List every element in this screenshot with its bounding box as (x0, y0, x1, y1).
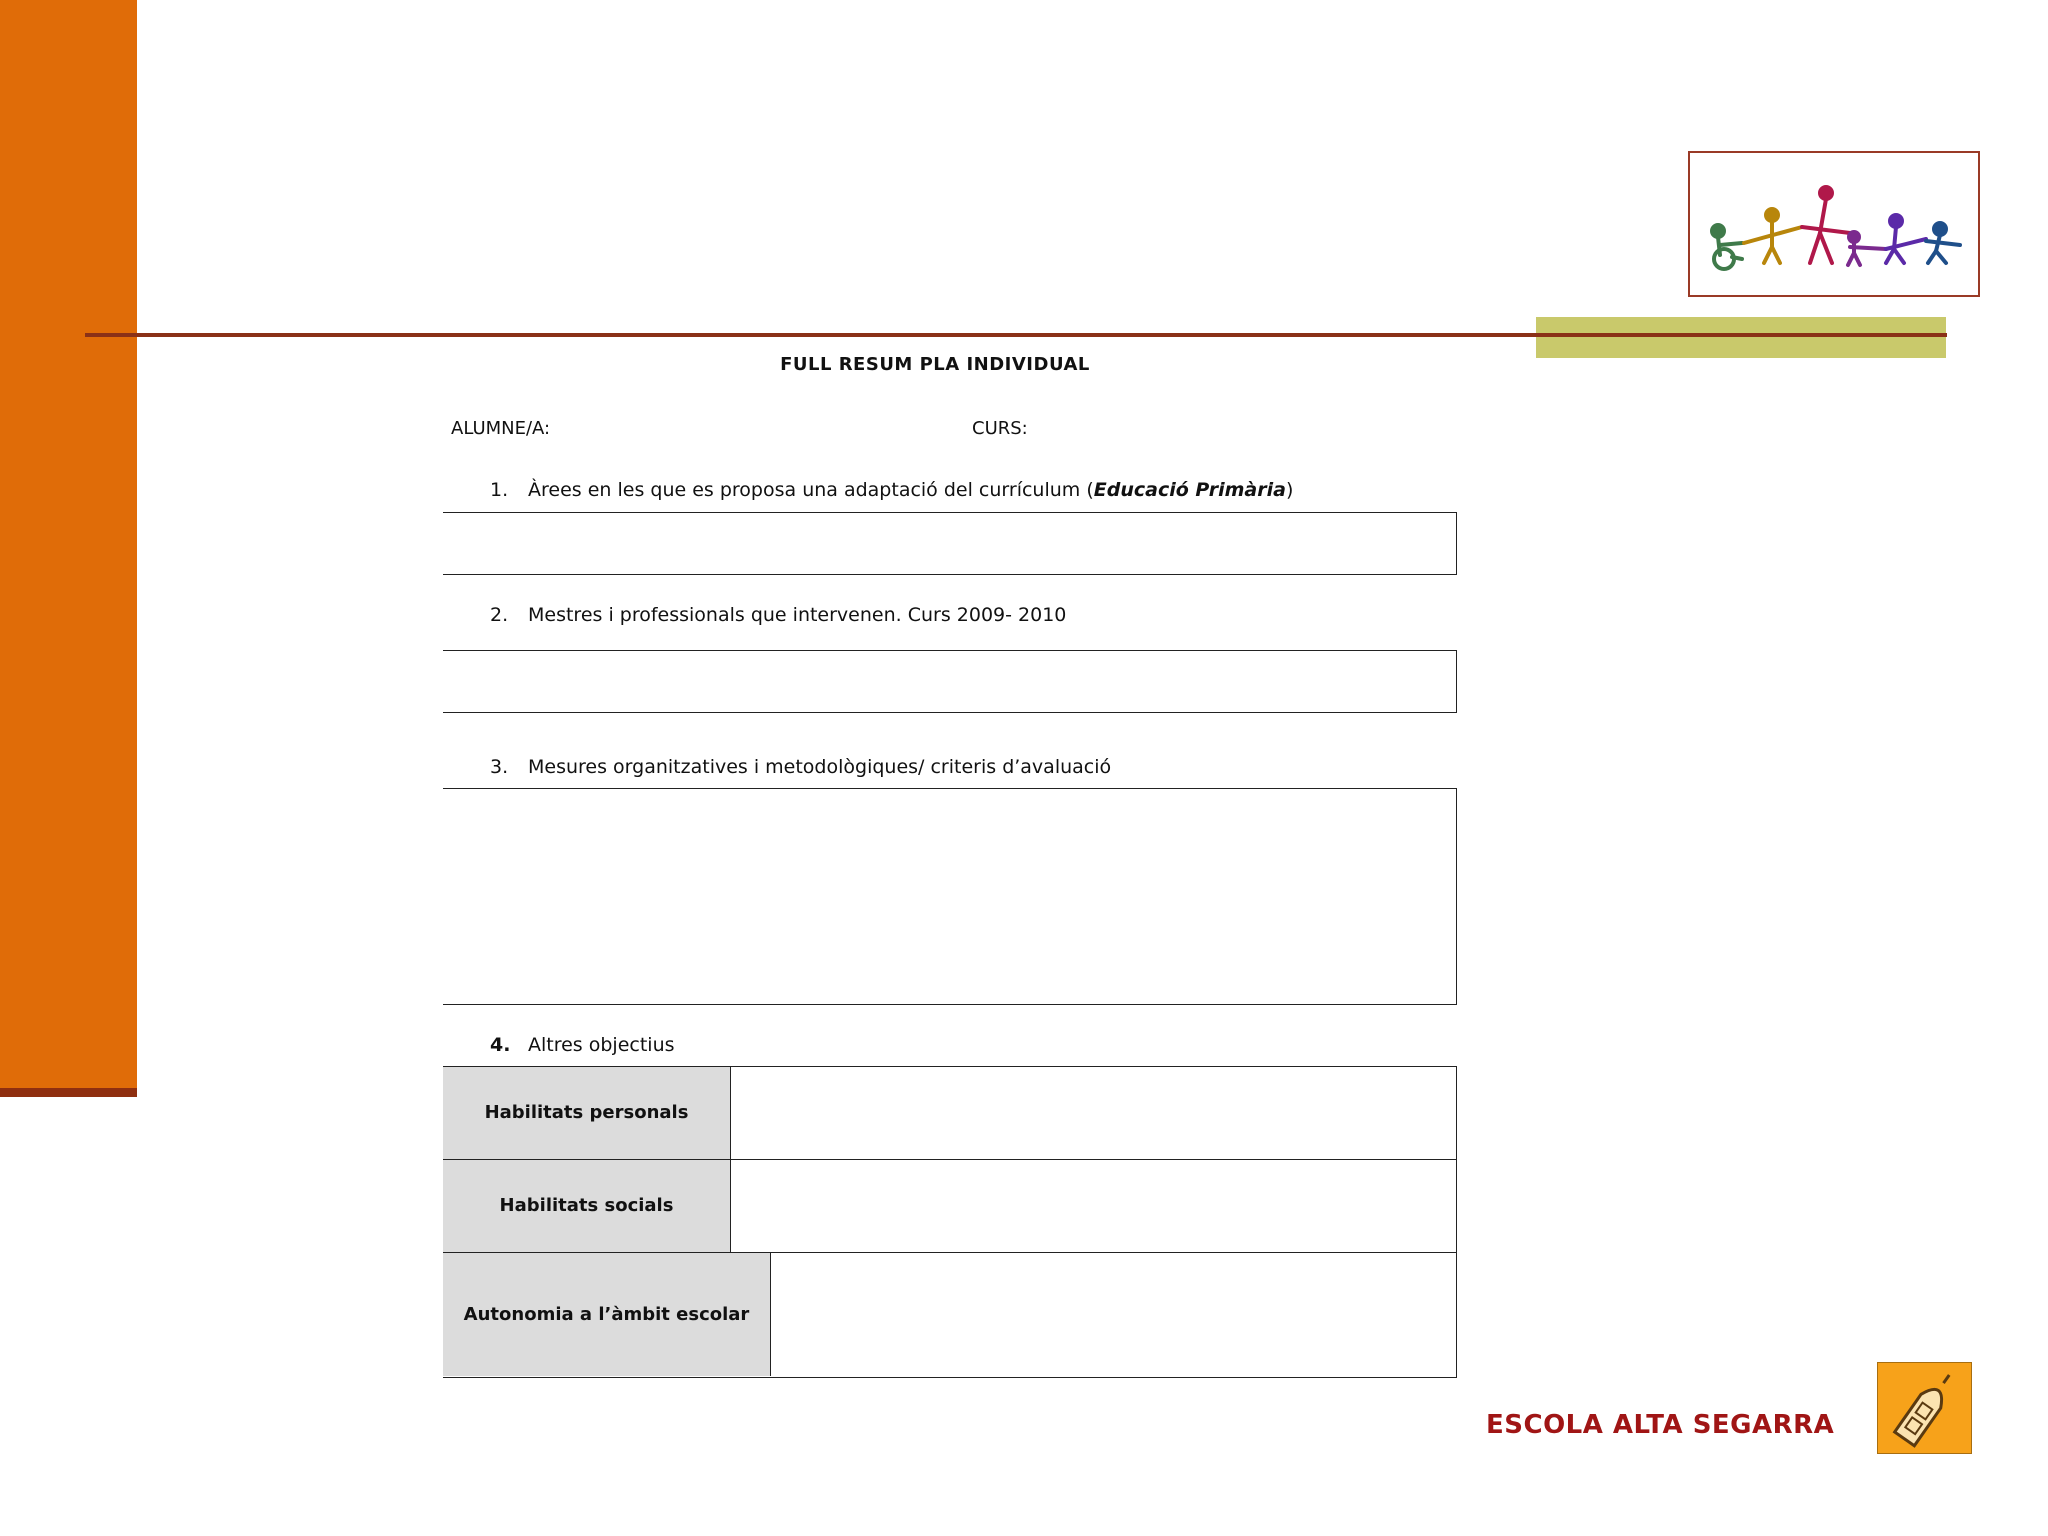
accent-bar (1536, 317, 1946, 358)
objective-row-autonomy (443, 1253, 1456, 1376)
sidebar-bottom-edge (0, 1088, 137, 1097)
course-label: CURS: (972, 418, 1028, 439)
objective-label-social: Habilitats socials (443, 1160, 731, 1252)
section-1-heading (490, 479, 1293, 501)
document-title: FULL RESUM PLA INDIVIDUAL (780, 354, 1090, 375)
section-1-text: Àrees en les que es proposa una adaptació del currículum ( (528, 479, 1094, 501)
section-3-answer-box[interactable] (443, 788, 1457, 1005)
objective-row-social (443, 1160, 1456, 1253)
section-4-number: 4. (490, 1034, 511, 1056)
section-3-heading (490, 756, 1111, 778)
objective-row-personal (443, 1067, 1456, 1160)
section-1-emphasis: Educació Primària (1093, 479, 1286, 501)
bell-tower-icon (1877, 1362, 1972, 1454)
objective-cell-social[interactable] (731, 1160, 1456, 1252)
objective-label-personal: Habilitats personals (443, 1067, 731, 1159)
section-3-number: 3. (490, 756, 509, 778)
section-3-text: Mesures organitzatives i metodològiques/ criteris d’avaluació (528, 756, 1112, 778)
section-4-heading (490, 1034, 675, 1056)
section-2-number: 2. (490, 604, 509, 626)
family-figures-icon (1688, 151, 1980, 297)
objective-label-autonomy: Autonomia a l’àmbit escolar (443, 1253, 771, 1376)
student-label: ALUMNE/A: (451, 418, 551, 439)
school-name: ESCOLA ALTA SEGARRA (1486, 1410, 1835, 1440)
section-1-answer-box[interactable] (443, 512, 1457, 575)
objective-cell-autonomy[interactable] (731, 1253, 1456, 1376)
section-1-closing: ) (1285, 479, 1294, 501)
header-rule (85, 333, 1947, 337)
section-2-heading (490, 604, 1066, 626)
sidebar-decoration (0, 0, 137, 1088)
section-2-text: Mestres i professionals que intervenen. Curs 2009- 2010 (528, 604, 1067, 626)
objective-cell-personal[interactable] (731, 1067, 1456, 1159)
objectives-table (443, 1066, 1457, 1378)
section-2-answer-box[interactable] (443, 650, 1457, 713)
section-1-number: 1. (490, 479, 509, 501)
section-4-text: Altres objectius (528, 1034, 675, 1056)
